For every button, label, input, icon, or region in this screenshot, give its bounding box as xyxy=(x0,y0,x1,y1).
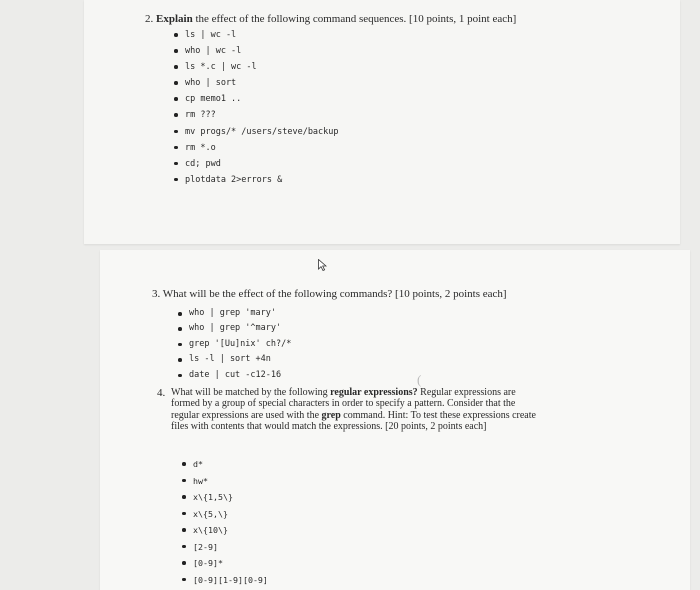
list-item: who | sort xyxy=(174,75,339,91)
list-item: who | grep '^mary' xyxy=(178,321,291,336)
question-4-keyword-grep: grep xyxy=(321,409,341,421)
question-2-keyword: Explain xyxy=(156,13,193,25)
list-item: cd; pwd xyxy=(174,156,339,172)
list-item: ls -l | sort +4n xyxy=(178,352,291,367)
mouse-pointer-icon xyxy=(318,259,327,271)
list-item: plotdata 2>errors & xyxy=(174,172,339,188)
list-item: rm ??? xyxy=(174,107,339,123)
question-2-title xyxy=(145,13,516,25)
list-item: who | grep 'mary' xyxy=(178,306,291,321)
list-item: x\{10\} xyxy=(182,522,268,539)
list-item: ls | wc -l xyxy=(174,27,339,43)
text-caret-icon: ( xyxy=(417,372,422,387)
list-item: x\{1,5\} xyxy=(182,489,268,506)
question-4-list xyxy=(182,456,268,588)
question-4-text-a: What will be matched by the following xyxy=(171,387,328,398)
question-2-number: 2. xyxy=(145,13,154,25)
list-item: grep '[Uu]nix' ch?/* xyxy=(178,337,291,352)
question-4-number: 4. xyxy=(157,387,166,399)
question-3-title: 3. What will be the effect of the following commands? [10 points, 2 points each] xyxy=(152,288,507,300)
question-3-list xyxy=(178,306,291,383)
list-item: [2-9] xyxy=(182,539,268,556)
question-4-keyword: regular expressions? xyxy=(330,387,418,398)
question-4-text-b: Regular expressions are formed by a group of special characters in order to specify a pattern. Consider that the regular expressions are used with the xyxy=(171,387,516,421)
question-4-text-c: command. Hint: To test these expressions create files with contents that would match the expressions. [20 points, 2 points each] xyxy=(171,409,536,433)
question-2-text: the effect of the following command sequences. [10 points, 1 point each] xyxy=(195,13,517,25)
list-item: who | wc -l xyxy=(174,43,339,59)
page-1 xyxy=(84,0,680,244)
list-item: cp memo1 .. xyxy=(174,91,339,107)
list-item: mv progs/* /users/steve/backup xyxy=(174,124,339,140)
list-item: d* xyxy=(182,456,268,473)
question-4-text xyxy=(171,387,539,433)
list-item: ls *.c | wc -l xyxy=(174,59,339,75)
list-item: rm *.o xyxy=(174,140,339,156)
question-2-list xyxy=(174,27,339,188)
list-item: date | cut -c12-16 xyxy=(178,368,291,383)
page-2 xyxy=(100,250,690,590)
list-item: hw* xyxy=(182,473,268,490)
list-item: [0-9][1-9][0-9] xyxy=(182,572,268,589)
list-item: x\{5,\} xyxy=(182,506,268,523)
list-item: [0-9]* xyxy=(182,555,268,572)
